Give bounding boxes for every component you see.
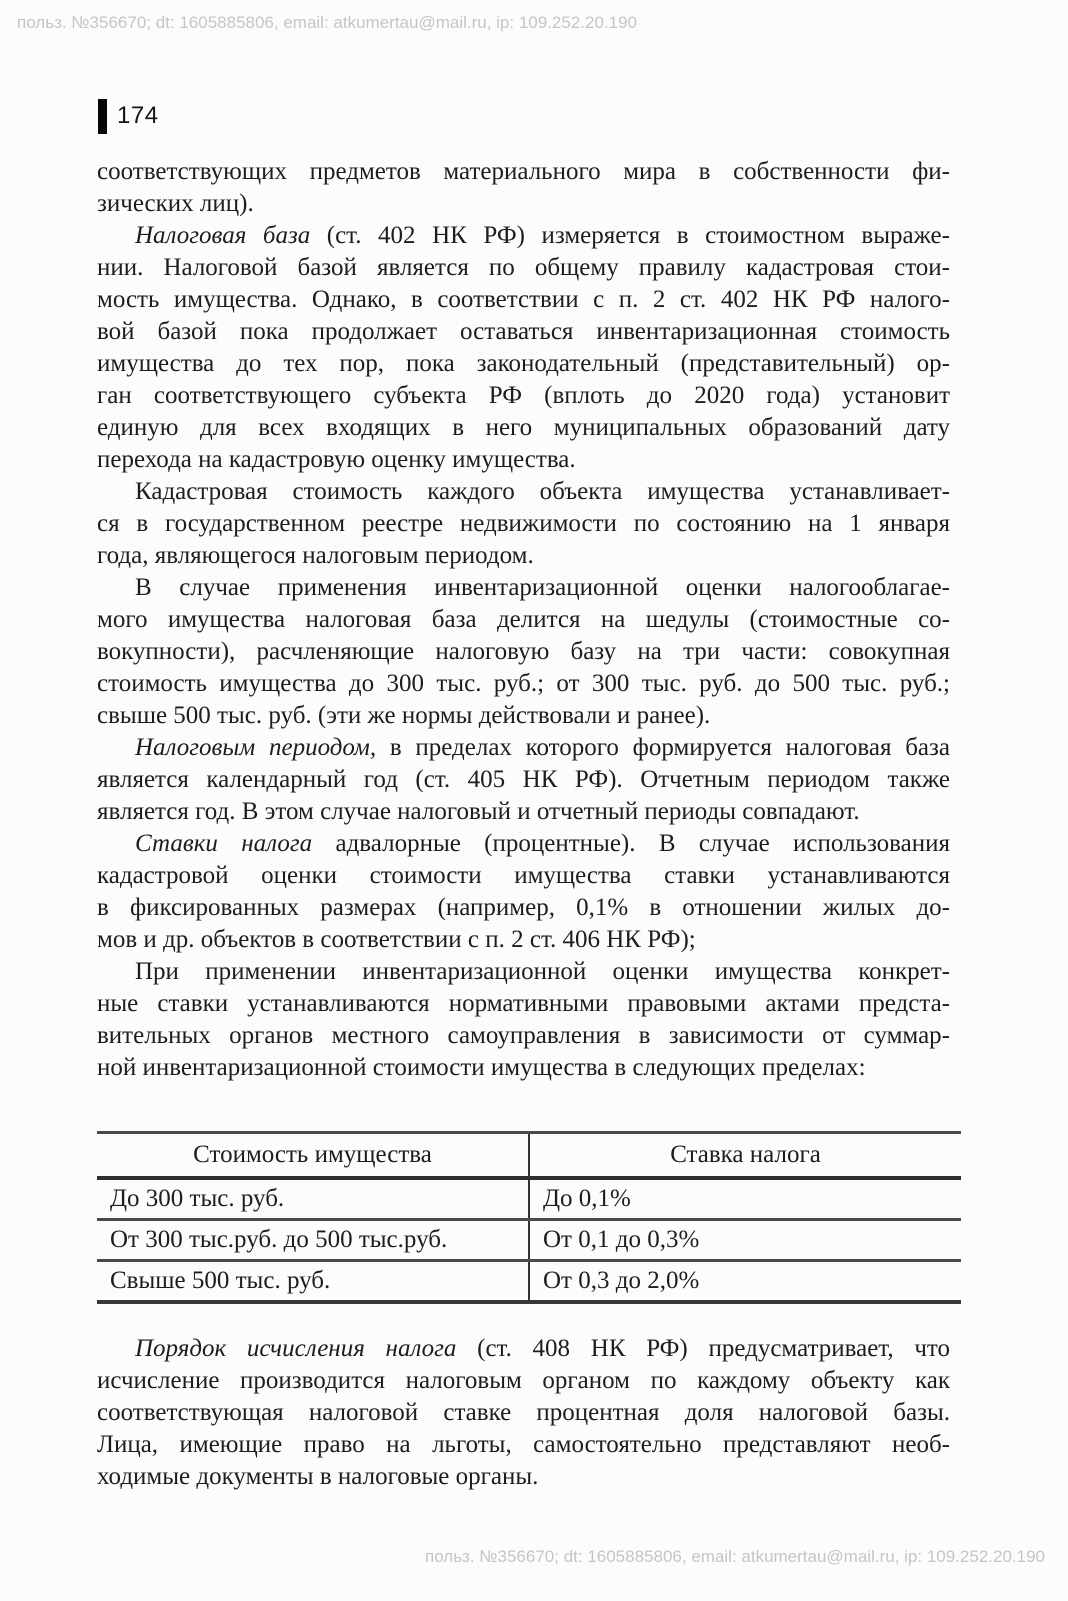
table-header-rate: Ставка налога (529, 1133, 961, 1179)
italic-lead: Порядок исчисления налога (135, 1335, 457, 1362)
paragraph (97, 220, 950, 476)
table-header-row (97, 1133, 961, 1179)
italic-lead: Ставки налога (135, 830, 313, 857)
paragraph (97, 156, 950, 220)
text-line: вокупности), расчленяющие налоговую базу на три части: совокупная (97, 638, 950, 665)
text-line: ные ставки устанавливаются нормативными правовыми актами предста- (97, 990, 950, 1017)
text-line: вительных органов местного самоуправления в зависимости от суммар- (97, 1022, 950, 1049)
text-line: соответствующих предметов материального мира в собственности фи- (97, 158, 950, 185)
text-line: Ставки налога адвалорные (процентные). В случае использования (135, 830, 951, 857)
text-line: является год. В этом случае налоговый и отчетный периоды совпадают. (97, 798, 860, 825)
text-line: зических лиц). (97, 190, 254, 217)
text-line: мость имущества. Однако, в соответствии с п. 2 ст. 402 НК РФ налого- (97, 286, 950, 313)
text-line: В случае применения инвентаризационной оценки налогооблагае- (135, 574, 950, 601)
paragraph (97, 1333, 950, 1493)
page-number-bar (98, 99, 107, 134)
text-line: единую для всех входящих в него муниципальных образований дату (97, 414, 950, 441)
paragraph (97, 572, 950, 732)
table-cell-cost: От 300 тыс.руб. до 500 тыс.руб. (97, 1220, 529, 1261)
page-body (97, 156, 950, 1493)
paragraphs-before-table (97, 156, 950, 1084)
text-line: соответствующая налоговой ставке процентная доля налоговой базы. (97, 1399, 950, 1426)
paragraph (97, 732, 950, 828)
text-line: является календарный год (ст. 405 НК РФ). Отчетным периодом также (97, 766, 950, 793)
text-line: ся в государственном реестре недвижимости по состоянию на 1 января (97, 510, 950, 537)
text-line: Кадастровая стоимость каждого объекта имущества устанавливает- (135, 478, 950, 505)
page-number: 174 (117, 102, 159, 129)
text-line: имущества до тех пор, пока законодательный (представительный) ор- (97, 350, 950, 377)
table-cell-cost: Свыше 500 тыс. руб. (97, 1261, 529, 1303)
text-line: стоимость имущества до 300 тыс. руб.; от 300 тыс. руб. до 500 тыс. руб.; (97, 670, 950, 697)
text-line: При применении инвентаризационной оценки имущества конкрет- (135, 958, 950, 985)
text-line: ной инвентаризационной стоимости имущества в следующих пределах: (97, 1054, 866, 1081)
text-line: в фиксированных размерах (например, 0,1% в отношении жилых до- (97, 894, 950, 921)
text-line: Лица, имеющие право на льготы, самостоятельно представляют необ- (97, 1431, 950, 1458)
paragraph (97, 476, 950, 572)
watermark-footer: польз. №356670; dt: 1605885806, email: atkumertau@mail.ru, ip: 109.252.20.190 (424, 1547, 1045, 1566)
text-line: мого имущества налоговая база делится на шедулы (стоимостные со- (97, 606, 950, 633)
table-row (97, 1178, 961, 1220)
tax-rate-table (97, 1131, 961, 1304)
paragraph (97, 828, 950, 956)
text-line: вой базой пока продолжает оставаться инвентаризационная стоимость (97, 318, 950, 345)
text-line: года, являющегося налоговым периодом. (97, 542, 534, 569)
text-line: ган соответствующего субъекта РФ (вплоть до 2020 года) установит (97, 382, 950, 409)
watermark-header: польз. №356670; dt: 1605885806, email: atkumertau@mail.ru, ip: 109.252.20.190 (17, 13, 638, 32)
text-line: Налоговая база (ст. 402 НК РФ) измеряется в стоимостном выраже- (135, 222, 950, 249)
table-row (97, 1261, 961, 1303)
paragraphs-after-table (97, 1333, 950, 1493)
text-line: кадастровой оценки стоимости имущества ставки устанавливаются (97, 862, 950, 889)
table-cell-rate: До 0,1% (529, 1178, 961, 1220)
table-row (97, 1220, 961, 1261)
text-line: исчисление производится налоговым органом по каждому объекту как (97, 1367, 950, 1394)
text-line: Порядок исчисления налога (ст. 408 НК РФ) предусматривает, что (135, 1335, 950, 1362)
text-line: мов и др. объектов в соответствии с п. 2 ст. 406 НК РФ); (97, 926, 696, 953)
italic-lead: Налоговая база (135, 222, 311, 249)
table-cell-rate: От 0,3 до 2,0% (543, 1267, 700, 1294)
table-cell-cost: До 300 тыс. руб. (97, 1178, 529, 1220)
italic-lead: Налоговым периодом, (135, 734, 377, 761)
paragraph (97, 956, 950, 1084)
text-line: нии. Налоговой базой является по общему правилу кадастровая стои- (97, 254, 950, 281)
text-line: свыше 500 тыс. руб. (эти же нормы действовали и ранее). (97, 702, 711, 729)
table-cell-rate: От 0,1 до 0,3% (529, 1220, 961, 1261)
text-line: ходимые документы в налоговые органы. (97, 1463, 539, 1490)
text-line: перехода на кадастровую оценку имущества. (97, 446, 576, 473)
table-header-cost: Стоимость имущества (97, 1133, 529, 1179)
text-line: Налоговым периодом, в пределах которого формируется налоговая база (135, 734, 950, 761)
